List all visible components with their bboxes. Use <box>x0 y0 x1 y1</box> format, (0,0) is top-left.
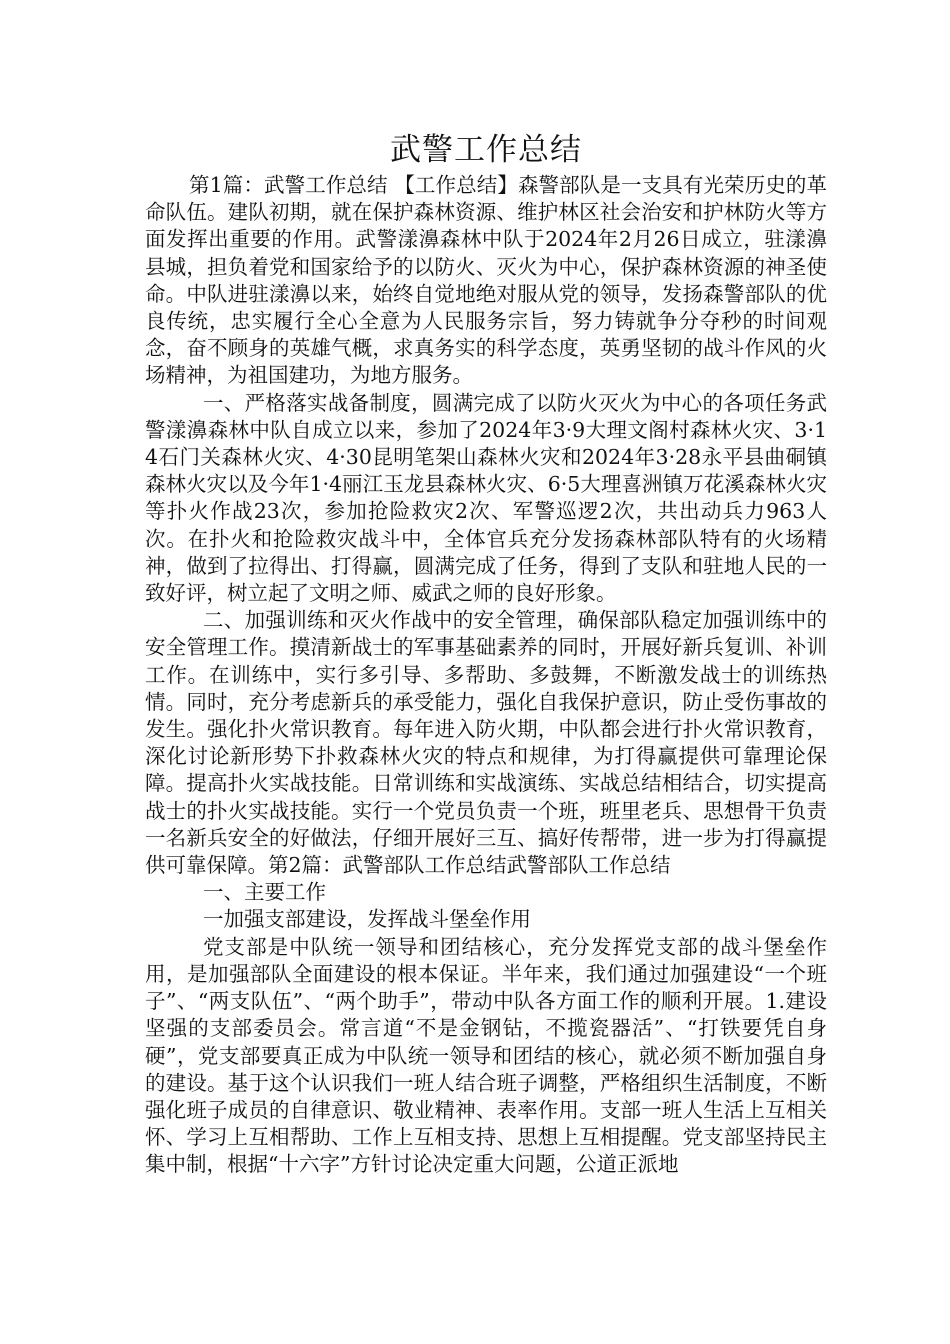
paragraph-4: 党支部是中队统一领导和团结核心，充分发挥党支部的战斗堡垒作用，是加强部队全面建设的根本保证。半年来，我们通过加强建设“一个班子”、“两支队伍”、“两个助手”，带动中队各方面工作的顺利开展。1.建设坚强的支部委员会。常言道“不是金钢钻，不揽瓷器活”、“打铁要凭自身硬”，党支部要真正成为中队统一领导和团结的核心，就必须不断加强自身的建设。基于这个认识我们一班人结合班子调整，严格组织生活制度，不断强化班子成员的自律意识、敬业精神、表率作用。支部一班人生活上互相关怀、学习上互相帮助、工作上互相支持、思想上互相提醒。党支部坚持民主集中制，根据“十六字”方针讨论决定重大问题，公道正派地 <box>145 934 827 1177</box>
paragraph-3: 二、加强训练和灭火作战中的安全管理，确保部队稳定加强训练中的安全管理工作。摸清新战士的军事基础素养的同时，开展好新兵复训、补训工作。在训练中，实行多引导、多帮助、多鼓舞，不断激发战士的训练热情。同时，充分考虑新兵的承受能力，强化自我保护意识，防止受伤事故的发生。强化扑火常识教育。每年进入防火期，中队都会进行扑火常识教育，深化讨论新形势下扑救森林火灾的特点和规律，为打得赢提供可靠理论保障。提高扑火实战技能。日常训练和实战演练、实战总结相结合，切实提高战士的扑火实战技能。实行一个党员负责一个班，班里老兵、思想骨干负责一名新兵安全的好做法，仔细开展好三互、搞好传帮带，进一步为打得赢提供可靠保障。第2篇：武警部队工作总结武警部队工作总结 <box>145 608 827 878</box>
document-title: 武警工作总结 <box>390 132 582 168</box>
document-page <box>145 128 827 1179</box>
paragraph-1: 第1篇：武警工作总结 【工作总结】森警部队是一支具有光荣历史的革命队伍。建队初期，就在保护森林资源、维护林区社会治安和护林防火等方面发挥出重要的作用。武警漾濞森林中队于2024年2月26日成立，驻漾濞县城，担负着党和国家给予的以防火、灭火为中心，保护森林资源的神圣使命。中队进驻漾濞以来，始终自觉地绝对服从党的领导，发扬森警部队的优良传统，忠实履行全心全意为人民服务宗旨，努力铸就争分夺秒的时间观念，奋不顾身的英雄气概，求真务实的科学态度，英勇坚韧的战斗作风的火场精神，为祖国建功，为地方服务。 <box>145 173 827 388</box>
section-heading-main-work: 一、主要工作 <box>203 880 326 905</box>
paragraph-2: 一、严格落实战备制度，圆满完成了以防火灭火为中心的各项任务武警漾濞森林中队自成立以来，参加了2024年3·9大理文阁村森林火灾、3·14石门关森林火灾、4·30昆明笔架山森林火灾和2024年3·28永平县曲硐镇森林火灾以及今年1·4丽江玉龙县森林火灾、6·5大理喜洲镇万花溪森林火灾等扑火作战23次，参加抢险救灾2次、军警巡逻2次，共出动兵力963人次。在扑火和抢险救灾战斗中，全体官兵充分发扬森林部队特有的火场精神，做到了拉得出、打得赢，圆满完成了任务，得到了支队和驻地人民的一致好评，树立起了文明之师、威武之师的良好形象。 <box>145 390 827 606</box>
subsection-heading-party-branch: 一加强支部建设，发挥战斗堡垒作用 <box>203 907 531 932</box>
